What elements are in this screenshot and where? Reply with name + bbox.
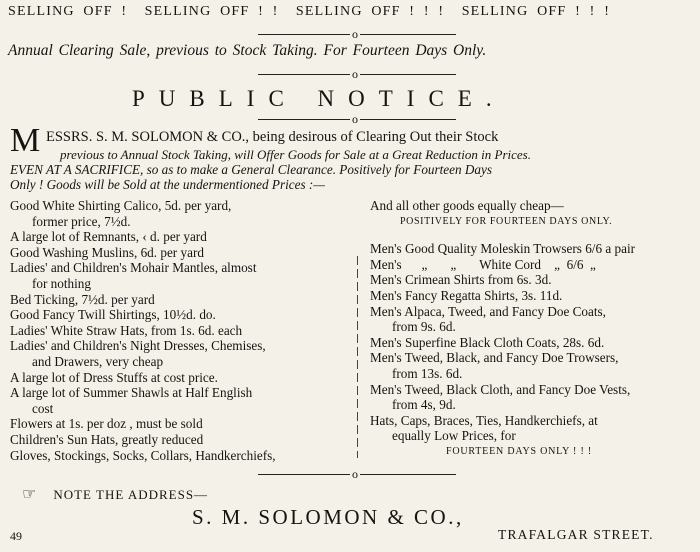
right-positively: POSITIVELY FOR FOURTEEN DAYS ONLY. [400,215,613,227]
list-item: from 13s. 6d. [392,365,463,381]
list-item: former price, 7½d. [32,213,131,229]
street-address: TRAFALGAR STREET. [498,527,654,542]
right-column [370,198,696,460]
page-number: 49 [10,529,22,543]
pointing-hand-icon: ☞ [22,484,38,503]
intro-line-2: previous to Annual Stock Taking, will Offer Goods for Sale at a Great Reduction in Prices. [60,147,531,162]
column-divider [357,256,358,458]
list-item: Good Washing Muslins, 6d. per yard [10,244,204,260]
list-item: Men's Superfine Black Cloth Coats, 28s. 6d. [370,334,605,350]
list-item: for nothing [32,275,91,291]
list-item: Ladies' White Straw Hats, from 1s. 6d. each [10,322,243,338]
intro-line-3: EVEN AT A SACRIFICE, so as to make a General Clearance. Positively for Fourteen Days [10,162,493,177]
separator-1 [0,26,700,42]
separator-4: o [0,466,700,482]
list-item: Bed Ticking, 7½d. per yard [10,291,155,307]
list-item: A large lot of Remnants, ‹ d. per yard [10,229,207,245]
list-item: Men's Alpaca, Tweed, and Fancy Doe Coats, [370,303,606,319]
note-text: NOTE THE ADDRESS— [53,487,209,502]
list-item: A large lot of Dress Stuffs at cost price. [10,369,218,385]
list-item: Good Fancy Twill Shirtings, 10½d. do. [10,307,216,323]
right-closing: FOURTEEN DAYS ONLY ! ! ! [446,445,593,457]
list-item: Ladies' and Children's Night Dresses, Chemises, [10,338,266,354]
list-item: Men's Good Quality Moleskin Trowsers 6/6 a pair [370,241,636,257]
list-item: Children's Sun Hats, greatly reduced [10,431,204,447]
intro-line-1: ESSRS. S. M. SOLOMON & CO., being desirous of Clearing Out their Stock [46,129,499,145]
list-item: cost [32,400,54,416]
intro-drop-cap: M [10,122,41,159]
list-item: Flowers at 1s. per doz , must be sold [10,416,203,432]
list-item: from 4s, 9d. [392,397,456,413]
list-item: Hats, Caps, Braces, Ties, Handkerchiefs, at [370,412,598,428]
list-item: Gloves, Stockings, Socks, Collars, Handkerchiefs, [10,447,276,463]
page-title: PUBLIC NOTICE. [132,86,506,111]
list-item: Men's Tweed, Black Cloth, and Fancy Doe Vests, [370,381,631,397]
separator-2: o [0,66,700,82]
banner: SELLING OFF ! SELLING OFF ! ! SELLING OFF ! ! ! SELLING OFF ! ! ! [8,4,611,19]
subhead: Annual Clearing Sale, previous to Stock Taking. For Fourteen Days Only. [8,42,487,59]
list-item: Men's Tweed, Black, and Fancy Doe Trowsers, [370,350,619,366]
list-item: from 9s. 6d. [392,319,456,335]
list-item: Men's Fancy Regatta Shirts, 3s. 11d. [370,287,563,303]
intro-line-4: Only ! Goods will be Sold at the undermentioned Prices :— [10,177,325,192]
firm-name: S. M. SOLOMON & CO., [192,505,464,529]
separator-mark: o [352,27,358,41]
right-intro: And all other goods equally cheap— [370,198,564,213]
list-item: Good White Shirting Calico, 5d. per yard, [10,198,232,213]
list-item: A large lot of Summer Shawls at Half English [10,385,253,401]
list-item: and Drawers, very cheap [32,353,164,369]
separator-3: o [0,111,700,127]
list-item: equally Low Prices, for [392,428,516,444]
note-line [22,484,208,503]
left-column [10,198,352,463]
list-item: Men's Crimean Shirts from 6s. 3d. [370,272,552,288]
list-item: Men's „ „ White Cord „ 6/6 „ [370,256,596,272]
list-item: Ladies' and Children's Mohair Mantles, almost [10,260,257,276]
